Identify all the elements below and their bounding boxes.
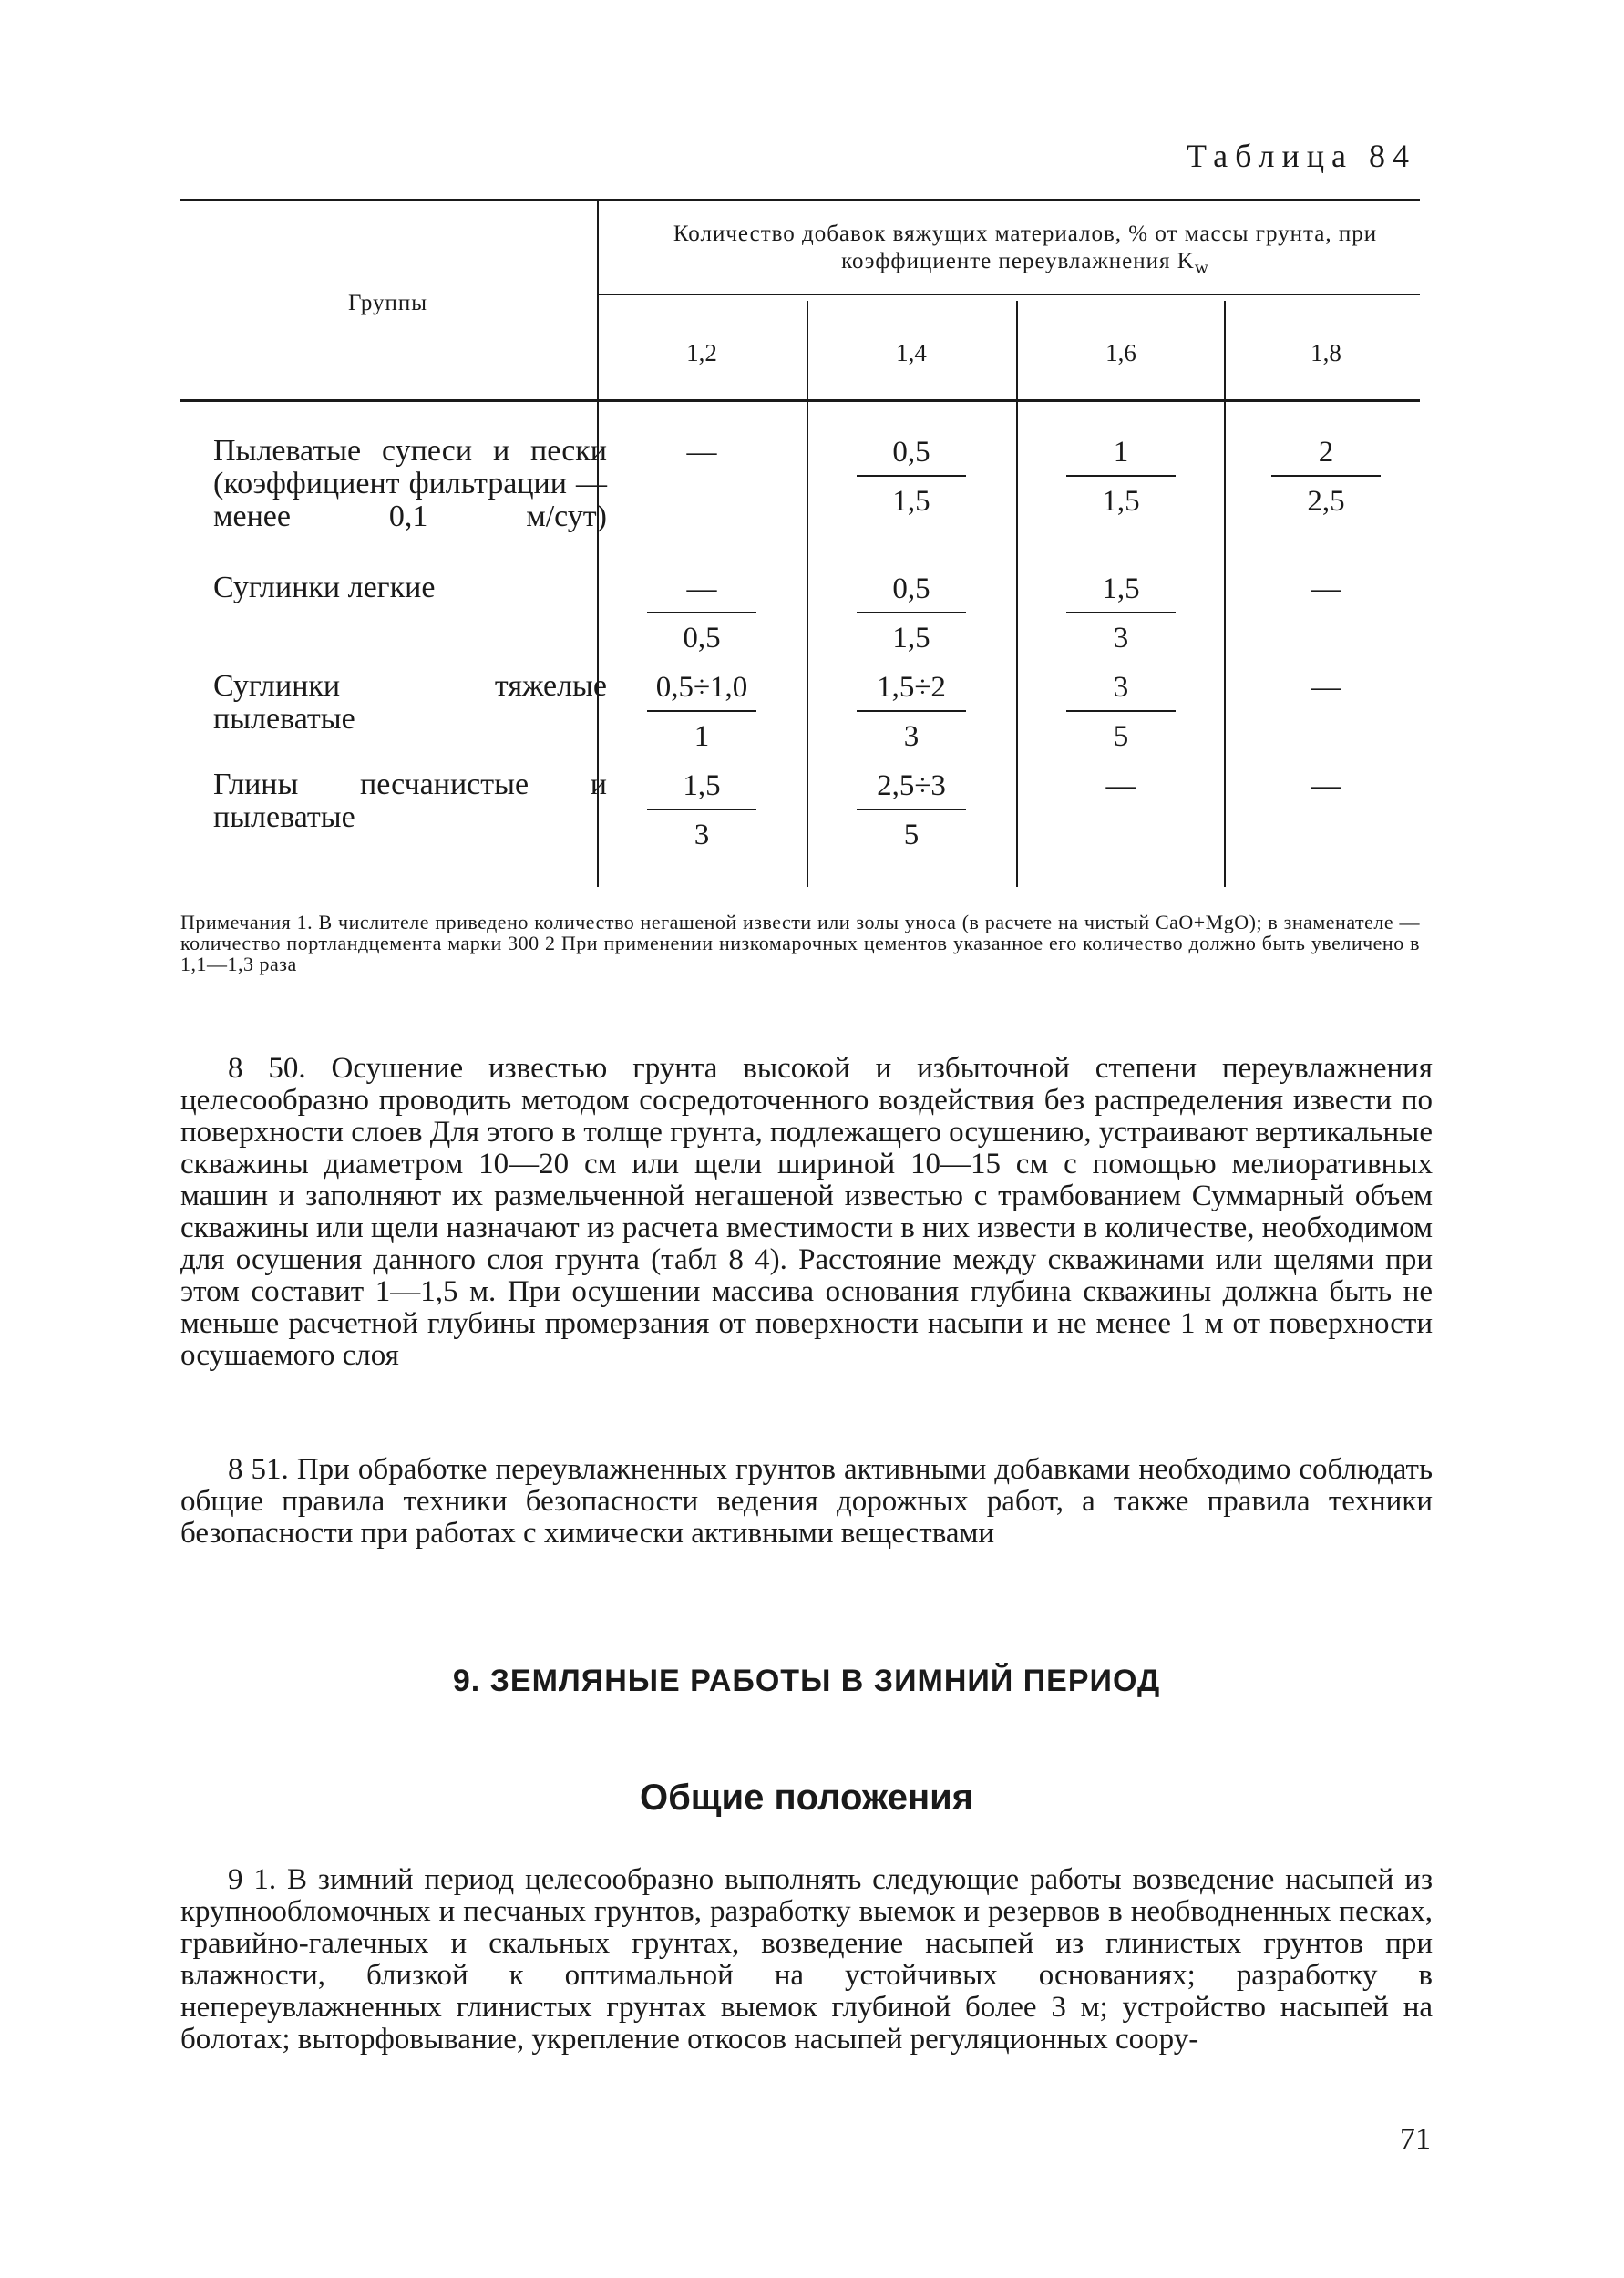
table-cell-r1-c1: — bbox=[686, 436, 717, 469]
table-header-mid-rule bbox=[597, 294, 1420, 295]
table-cell-r2-c2 bbox=[848, 572, 975, 655]
table-row-label-3: Суглинки тяжелые пылеватые bbox=[213, 669, 607, 736]
fraction-numerator: 1 bbox=[1066, 435, 1176, 477]
table-col-1-4: 1,4 bbox=[896, 339, 927, 366]
table-header-bottom-rule bbox=[180, 399, 1420, 402]
table-cell-r4-c3: — bbox=[1105, 769, 1136, 802]
table-vline-4 bbox=[1224, 301, 1226, 887]
table-cell-r1-c3 bbox=[1057, 435, 1185, 519]
table-cell-r2-c3 bbox=[1057, 572, 1185, 655]
table-head-quantity-text: Количество добавок вяжущих материалов, % от массы грунта, при коэффициенте переувлажнения K bbox=[673, 222, 1378, 273]
table-cell-r3-c3 bbox=[1057, 670, 1185, 754]
paragraph-8-50: 8 50. Осушение известью грунта высокой и избыточной степени переувлажнения целесообразно проводить методом сосредоточенного воздействия без распределения извести по поверхности слоев Для этого в толще грунта, подлежащего осушению, устраивают вертикальные скважины диаметром 10—20 см или щели шириной 10—15 см с помощью мелиоративных машин и заполняют их размельченной негашеной известью с трамбованием Суммарный объем скважины или щели назначают из расчета вместимости в них извести в количестве, необходимом для осушения данного слоя грунта (табл 8 4). Расстояние между скважинами или щелями при этом составит 1—1,5 м. При осушении массива основания глубина скважины должна быть не меньше расчетной глубины промерзания от поверхности насыпи и не менее 1 м от поверхности осушаемого слоя bbox=[180, 1052, 1433, 1372]
subsection-title: Общие положения bbox=[639, 1778, 974, 1818]
fraction-denominator: 0,5 bbox=[683, 622, 721, 655]
table-row-label-1: Пылеватые супеси и пески (коэффициент фильтрации — менее 0,1 м/сут) bbox=[213, 434, 607, 533]
paragraph-9-1: 9 1. В зимний период целесообразно выполнять следующие работы возведение насыпей из крупнообломочных и песчаных грунтов, разработку выемок и резервов в необводненных песках, гравийно-галечных и скальных грунтах, возведение насыпей из глинистых грунтов при влажности, близкой к оптимальной на устойчивых основаниях; разработку в непереувлажненных глинистых грунтах выемок глубиной более 3 м; устройство насыпей на болотах; выторфовывание, укрепление откосов насыпей регуляционных соору- bbox=[180, 1863, 1433, 2056]
fraction-denominator: 1,5 bbox=[892, 485, 930, 518]
table-col-1-6: 1,6 bbox=[1105, 339, 1136, 366]
table-head-quantity-sub: w bbox=[1194, 256, 1209, 278]
fraction-denominator: 3 bbox=[903, 720, 920, 753]
table-head-quantity bbox=[638, 221, 1413, 281]
table-vline-3 bbox=[1016, 301, 1018, 887]
fraction-denominator: 2,5 bbox=[1307, 485, 1345, 518]
table-note: Примечания 1. В числителе приведено количество негашеной извести или золы уноса (в расчете на чистый CaO+MgO); в знаменателе — количество портландцемента марки 300 2 При применении низкомарочных цементов указанное его количество должно быть увеличено в 1,1—1,3 раза bbox=[180, 911, 1420, 975]
fraction-denominator: 1,5 bbox=[1102, 485, 1140, 518]
table-cell-r3-c1 bbox=[638, 670, 766, 754]
fraction-denominator: 5 bbox=[1113, 720, 1129, 753]
table-cell-r1-c4 bbox=[1262, 435, 1390, 519]
table-row-label-2 bbox=[213, 572, 607, 604]
table-top-rule bbox=[180, 199, 1420, 201]
fraction-numerator: 1,5 bbox=[1066, 572, 1176, 613]
table-col-1-2: 1,2 bbox=[686, 339, 717, 366]
table-caption: Таблица 84 bbox=[1187, 138, 1416, 174]
fraction-denominator: 1,5 bbox=[892, 622, 930, 655]
table-head-group: Группы bbox=[347, 291, 428, 315]
fraction-denominator: 1 bbox=[694, 720, 710, 753]
table-cell-r1-c2 bbox=[848, 435, 975, 519]
table-row-label-4: Глины песчанистые и пылеватые bbox=[213, 768, 607, 834]
fraction-numerator: 2,5÷3 bbox=[857, 768, 966, 810]
paragraph-8-51: 8 51. При обработке переувлажненных грунтов активными добавками необходимо соблюдать общие правила техники безопасности ведения дорожных работ, а также правила техники безопасности при работах с химически активными веществами bbox=[180, 1453, 1433, 1550]
section-title: 9. ЗЕМЛЯНЫЕ РАБОТЫ В ЗИМНИЙ ПЕРИОД bbox=[452, 1664, 1161, 1698]
fraction-denominator: 5 bbox=[903, 819, 920, 851]
fraction-numerator: — bbox=[647, 572, 756, 613]
fraction-numerator: 0,5 bbox=[857, 435, 966, 477]
fraction-numerator: 0,5 bbox=[857, 572, 966, 613]
fraction-numerator: 1,5 bbox=[647, 768, 756, 810]
table-row-label-2-text: Суглинки легкие bbox=[213, 571, 436, 604]
table-cell-r4-c4: — bbox=[1311, 769, 1341, 802]
fraction-denominator: 3 bbox=[1113, 622, 1129, 655]
fraction-denominator: 3 bbox=[694, 819, 710, 851]
table-cell-r4-c1 bbox=[638, 768, 766, 852]
table-col-1-8: 1,8 bbox=[1311, 339, 1341, 366]
fraction-numerator: 3 bbox=[1066, 670, 1176, 712]
fraction-numerator: 1,5÷2 bbox=[857, 670, 966, 712]
table-cell-r3-c2 bbox=[848, 670, 975, 754]
fraction-numerator: 0,5÷1,0 bbox=[647, 670, 756, 712]
page-number: 71 bbox=[1400, 2122, 1431, 2156]
table-cell-r4-c2 bbox=[848, 768, 975, 852]
fraction-numerator: 2 bbox=[1271, 435, 1381, 477]
table-cell-r3-c4: — bbox=[1311, 671, 1341, 704]
table-cell-r2-c4: — bbox=[1311, 572, 1341, 605]
table-vline-2 bbox=[807, 301, 808, 887]
table-cell-r2-c1 bbox=[638, 572, 766, 655]
